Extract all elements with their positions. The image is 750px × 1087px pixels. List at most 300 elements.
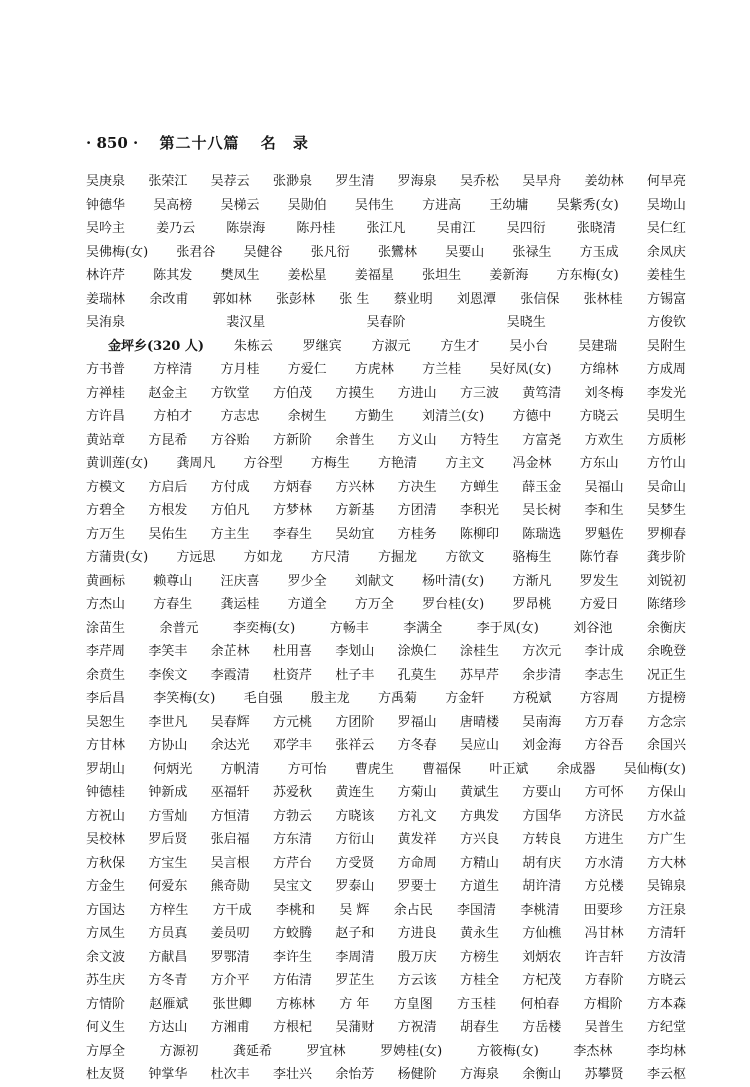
person-name: 李发光 [646,385,686,401]
person-name: 余达光 [210,738,250,753]
person-name: 方冬春 [397,738,437,753]
person-name: 陈崇海 [226,221,266,236]
person-name: 李于凤(女) [476,620,539,636]
person-name: 罗继宾 [302,338,342,354]
person-name: 林许芹 [86,268,126,283]
person-name: 姜桂生 [646,268,686,283]
person-name: 方欢生 [584,432,624,448]
person-name: 张 生 [339,291,370,307]
person-name: 骆梅生 [512,550,552,565]
person-name: 叶正斌 [489,761,529,777]
person-name: 陈丹桂 [296,221,336,236]
person-name: 姜乃云 [156,221,196,236]
person-name: 罗后贤 [148,832,188,847]
person-name: 吴晓生 [506,315,546,330]
person-name: 方主文 [445,456,485,471]
person-name: 方竹山 [646,456,686,471]
person-name: 曹虎生 [354,761,394,777]
person-name: 何柏春 [520,996,560,1012]
person-name: 方蒲贵(女) [86,550,149,565]
person-name: 方国达 [86,902,126,918]
person-name: 吴幼宜 [335,526,375,542]
person-name: 方水益 [646,808,686,824]
person-name: 余树生 [287,409,327,424]
person-name: 方掘龙 [378,550,418,565]
person-name: 裴汉星 [226,315,266,330]
person-name: 方万全 [354,597,394,612]
person-name: 方蝉生 [459,479,499,495]
person-name: 罗宜林 [306,1043,346,1059]
person-name: 苏生庆 [86,973,126,988]
person-name: 方许昌 [86,409,126,424]
person-name: 李俟文 [148,667,188,683]
person-name: 田要珍 [583,902,623,918]
person-name: 方献昌 [148,949,188,965]
person-name: 方汝清 [646,949,686,965]
person-name: 方晓云 [579,409,619,424]
person-name: 张凡衍 [310,244,350,260]
person-name: 方金生 [86,879,126,894]
person-name: 刘金海 [522,738,562,753]
person-name: 方爱日 [579,597,619,612]
person-name: 方祝山 [86,808,126,824]
name-row [86,311,686,335]
name-row [86,335,686,359]
person-name: 冯金林 [512,456,552,471]
name-row [86,429,686,453]
person-name: 吴蒲财 [335,1020,375,1035]
name-row [86,452,686,476]
person-name: 方达山 [148,1020,188,1035]
township-heading: 金坪乡(320 人) [108,338,204,354]
person-name: 余普生 [335,432,375,448]
person-name: 方精山 [459,855,499,871]
person-name: 吴要山 [445,244,485,260]
person-name: 方榜生 [459,949,499,965]
name-row [86,969,686,993]
person-name: 方新阶 [272,432,312,448]
person-name: 方志忠 [220,409,260,424]
person-name: 赵金主 [148,385,188,401]
person-name: 罗生清 [335,174,375,189]
person-name: 余怡芳 [335,1067,375,1082]
person-name: 方根杞 [272,1020,312,1035]
person-name: 刘献文 [354,573,394,589]
person-name: 方钦堂 [210,385,250,401]
person-name: 方东山 [579,456,619,471]
person-name: 吴锦泉 [646,879,686,894]
person-name: 方水清 [584,855,624,871]
person-name: 罗海泉 [397,174,437,189]
person-name: 罗芷生 [335,973,375,988]
person-name: 罗要士 [397,879,437,894]
person-name: 方皇图 [393,996,433,1012]
person-name: 方勃云 [272,808,312,824]
person-name: 方恒清 [210,808,250,824]
person-name: 方勤生 [354,409,394,424]
person-name: 殷主龙 [310,691,350,706]
person-name: 吴吟主 [86,221,126,236]
person-name: 方衍山 [335,832,375,847]
person-name: 苏攀贤 [584,1067,624,1082]
person-name: 李后昌 [86,691,126,706]
person-name: 李霞清 [210,667,250,683]
person-name: 方雪灿 [148,808,188,824]
name-row [86,922,686,946]
person-name: 余步清 [522,667,562,683]
person-name: 王幼墉 [489,197,529,213]
person-name: 涂焕仁 [397,644,437,659]
person-name: 殷万庆 [397,949,437,965]
person-name: 吴 辉 [339,902,370,918]
person-name: 唐晴楼 [459,714,499,730]
person-name: 张渺泉 [272,174,312,189]
person-name: 姜松星 [287,268,327,283]
person-name: 李积光 [459,503,499,518]
person-name: 方芹台 [272,855,312,871]
person-name: 方梅生 [310,456,350,471]
person-name: 方典发 [459,808,499,824]
person-name: 方义山 [397,432,437,448]
person-name: 何爱东 [148,879,188,894]
person-name: 方岳楼 [522,1020,562,1035]
person-name: 吴宝文 [272,879,312,894]
person-name: 罗魁佐 [584,526,624,542]
name-row [86,170,686,194]
name-row [86,640,686,664]
person-name: 方元桃 [272,714,312,730]
person-name: 龚运桂 [220,597,260,612]
person-name: 罗泰山 [335,879,375,894]
person-name: 刘谷池 [573,620,613,636]
person-name: 樊凤生 [220,268,260,283]
person-name: 方大林 [646,855,686,871]
name-row [86,946,686,970]
person-name: 姜新海 [489,268,529,283]
person-name: 李和生 [584,503,624,518]
person-name: 张江凡 [366,221,406,236]
person-name: 方凤生 [86,926,126,941]
section-title: 名 录 [260,134,314,152]
person-name: 吴洧泉 [86,315,126,330]
person-name: 吴仁红 [646,221,686,236]
person-name: 方碧全 [86,503,126,518]
person-name: 毛自强 [243,691,283,706]
person-name: 方保山 [646,785,686,800]
person-name: 胡春生 [459,1020,499,1035]
person-name: 赵子和 [335,926,375,941]
person-name: 刘清兰(女) [422,409,485,424]
person-name: 余文波 [86,949,126,965]
name-row [86,264,686,288]
person-name: 方锡富 [646,291,686,307]
person-name: 方仙樵 [522,926,562,941]
person-name: 余衡山 [522,1067,562,1082]
person-name: 方冬青 [148,973,188,988]
person-name: 吴附生 [646,338,686,354]
person-name: 方谷吾 [584,738,624,753]
person-name: 何早亮 [646,174,686,189]
person-name: 张禄生 [512,244,552,260]
person-name: 李杰林 [573,1043,613,1059]
person-name: 姜瑞林 [86,291,126,307]
person-name: 方情阶 [86,996,126,1012]
person-name: 吴伟生 [354,197,394,213]
person-name: 方生才 [440,338,480,354]
person-name: 涂苗生 [86,620,126,636]
person-name: 方祝清 [397,1020,437,1035]
person-name: 方梦林 [272,503,312,518]
person-name: 何炳光 [153,761,193,777]
person-name: 方东清 [272,832,312,847]
person-name: 刘炳农 [522,949,562,965]
person-name: 方成周 [646,362,686,377]
person-name: 吴梯云 [220,197,260,213]
person-name: 方谷型 [243,456,283,471]
person-name: 方根发 [148,503,188,518]
person-name: 余凤庆 [646,244,686,260]
person-name: 张世卿 [212,996,252,1012]
person-name: 刘冬梅 [584,385,624,401]
person-name: 李周清 [335,949,375,965]
person-name: 方淑元 [371,338,411,354]
person-name: 方渐凡 [512,573,552,589]
name-row [86,828,686,852]
person-name: 方 年 [339,996,370,1012]
person-name: 方本森 [646,996,686,1012]
person-name: 方要山 [522,785,562,800]
person-name: 方容周 [579,691,619,706]
person-name: 方秋保 [86,855,126,871]
person-name: 李壮兴 [272,1067,312,1082]
name-row [86,570,686,594]
person-name: 方兰桂 [422,362,462,377]
person-name: 余改甫 [149,291,189,307]
person-name: 吴言根 [210,855,250,871]
person-name: 赵雁斌 [149,996,189,1012]
person-name: 方湘甫 [210,1020,250,1035]
person-name: 方礼文 [397,808,437,824]
person-name: 吴校林 [86,832,126,847]
person-name: 吴春辉 [210,714,250,730]
person-name: 方蛟腾 [272,926,312,941]
person-name: 张祥云 [335,738,375,753]
person-name: 方团阶 [335,714,375,730]
person-name: 方尺清 [310,550,350,565]
person-name: 方介平 [210,973,250,988]
person-name: 罗少全 [287,573,327,589]
person-name: 方进高 [422,197,462,213]
person-name: 张坦生 [422,268,462,283]
person-name: 方进山 [397,385,437,401]
person-name: 吴高榜 [153,197,193,213]
person-name: 方昆希 [148,432,188,448]
person-name: 吴普生 [584,1020,624,1035]
person-name: 方厚全 [86,1043,126,1059]
person-name: 方楫阶 [583,996,623,1012]
person-name: 杜用喜 [272,644,312,659]
person-name: 黄训莲(女) [86,456,149,471]
person-name: 方万生 [86,526,126,542]
person-name: 杜友贤 [86,1067,126,1082]
person-name: 罗胡山 [86,761,126,777]
person-name: 方桂全 [459,973,499,988]
person-name: 吴明生 [646,409,686,424]
person-name: 张晓清 [576,221,616,236]
person-name: 李满全 [403,620,443,636]
person-name: 薛玉金 [522,479,562,495]
person-name: 罗昂桃 [512,597,552,612]
person-name: 吴春阶 [366,315,406,330]
person-name: 陈绪珍 [646,597,686,612]
person-name: 龚步阶 [646,550,686,565]
person-name: 方付成 [210,479,250,495]
person-name: 李云枢 [646,1067,686,1082]
person-name: 杜资芹 [272,667,312,683]
person-name: 方欲文 [445,550,485,565]
chapter-title: 第二十八篇 [159,134,240,152]
person-name: 方念宗 [646,714,686,730]
person-name: 张君谷 [176,244,216,260]
person-name: 苏早芹 [459,667,499,683]
person-name: 许吉轩 [584,949,624,965]
person-name: 姜幼林 [584,174,624,189]
person-name: 吴长树 [522,503,562,518]
person-name: 方春生 [153,597,193,612]
person-name: 陈竹春 [579,550,619,565]
person-name: 李芹周 [86,644,126,659]
person-name: 方三波 [459,385,499,401]
person-name: 涂桂生 [459,644,499,659]
name-row [86,852,686,876]
person-name: 方玉桂 [457,996,497,1012]
person-name: 方广生 [646,832,686,847]
name-row [86,687,686,711]
person-name: 李志生 [584,667,624,683]
person-name: 方兴良 [459,832,499,847]
person-name: 方栋林 [275,996,315,1012]
person-name: 方佑清 [272,973,312,988]
person-name: 方提榜 [646,691,686,706]
person-name: 巫福轩 [210,785,250,800]
person-name: 方帆清 [220,761,260,777]
person-name: 吴应山 [459,738,499,753]
person-name: 吴甫江 [436,221,476,236]
person-name: 钟德桂 [86,785,126,800]
person-name: 方宝生 [148,855,188,871]
name-row [86,593,686,617]
person-name: 罗娉桂(女) [380,1043,443,1059]
person-name: 李世凡 [148,714,188,730]
person-name: 方菊山 [397,785,437,800]
person-name: 方兴林 [335,479,375,495]
person-name: 余晚登 [646,644,686,659]
person-name: 陈柳印 [459,526,499,542]
person-name: 方俊钦 [646,315,686,330]
person-name: 张启福 [210,832,250,847]
person-name: 方梓清 [153,362,193,377]
person-name: 方可怀 [584,785,624,800]
person-name: 方质彬 [646,432,686,448]
person-name: 方绵林 [579,362,619,377]
person-name: 方杰山 [86,597,126,612]
person-name: 方云该 [397,973,437,988]
person-name: 罗鄂清 [210,949,250,965]
person-name: 方团清 [397,503,437,518]
person-name: 吴好凤(女) [489,362,552,377]
person-name: 曹福保 [422,761,462,777]
person-name: 吴南海 [522,714,562,730]
person-name: 冯甘林 [584,926,624,941]
person-name: 方新基 [335,503,375,518]
person-name: 吴福山 [584,479,624,495]
person-name: 方禹菊 [378,691,418,706]
person-name: 李笑丰 [148,644,188,659]
person-name: 方伯茂 [272,385,312,401]
person-name: 方次元 [522,644,562,659]
person-name: 方济民 [584,808,624,824]
person-name: 方筱梅(女) [476,1043,539,1059]
person-name: 方谷贻 [210,432,250,448]
person-name: 方富尧 [522,432,562,448]
person-name: 黄永生 [459,926,499,941]
person-name: 吴勋伯 [287,197,327,213]
person-name: 李桃和 [275,902,315,918]
name-list [86,170,686,1087]
person-name: 吴健谷 [243,244,283,260]
person-name: 杜次丰 [210,1067,250,1082]
person-name: 陈瑞选 [522,526,562,542]
person-name: 方可怡 [287,761,327,777]
person-name: 吴恕生 [86,714,126,730]
person-name: 刘恩潭 [457,291,497,307]
person-name: 余成器 [556,761,596,777]
person-name: 方春阶 [584,973,624,988]
name-row [86,499,686,523]
person-name: 方清轩 [646,926,686,941]
person-name: 李笑梅(女) [153,691,216,706]
person-name: 赖尊山 [153,573,193,589]
person-name: 余芷林 [210,644,250,659]
person-name: 朱栋云 [233,338,273,354]
person-name: 方书普 [86,362,126,377]
person-name: 方金轩 [445,691,485,706]
person-name: 方道生 [459,879,499,894]
name-row [86,617,686,641]
name-row [86,241,686,265]
person-name: 吴佑生 [148,526,188,542]
person-name: 张林桂 [583,291,623,307]
person-name: 方干成 [212,902,252,918]
person-name: 李计成 [584,644,624,659]
person-name: 郭如林 [212,291,252,307]
person-name: 吴乔松 [459,174,499,189]
page-header [86,132,314,153]
name-row [86,758,686,782]
person-name: 姜员叨 [210,926,250,941]
person-name: 方晓该 [335,808,375,824]
person-name: 吴四衍 [506,221,546,236]
person-name: 方转良 [522,832,562,847]
person-name: 刘锐初 [646,573,686,589]
person-name: 方远思 [176,550,216,565]
person-name: 张荣江 [148,174,188,189]
person-name: 方月桂 [220,362,260,377]
name-row [86,993,686,1017]
name-row [86,1040,686,1064]
person-name: 李均林 [646,1043,686,1059]
person-name: 罗发生 [579,573,619,589]
